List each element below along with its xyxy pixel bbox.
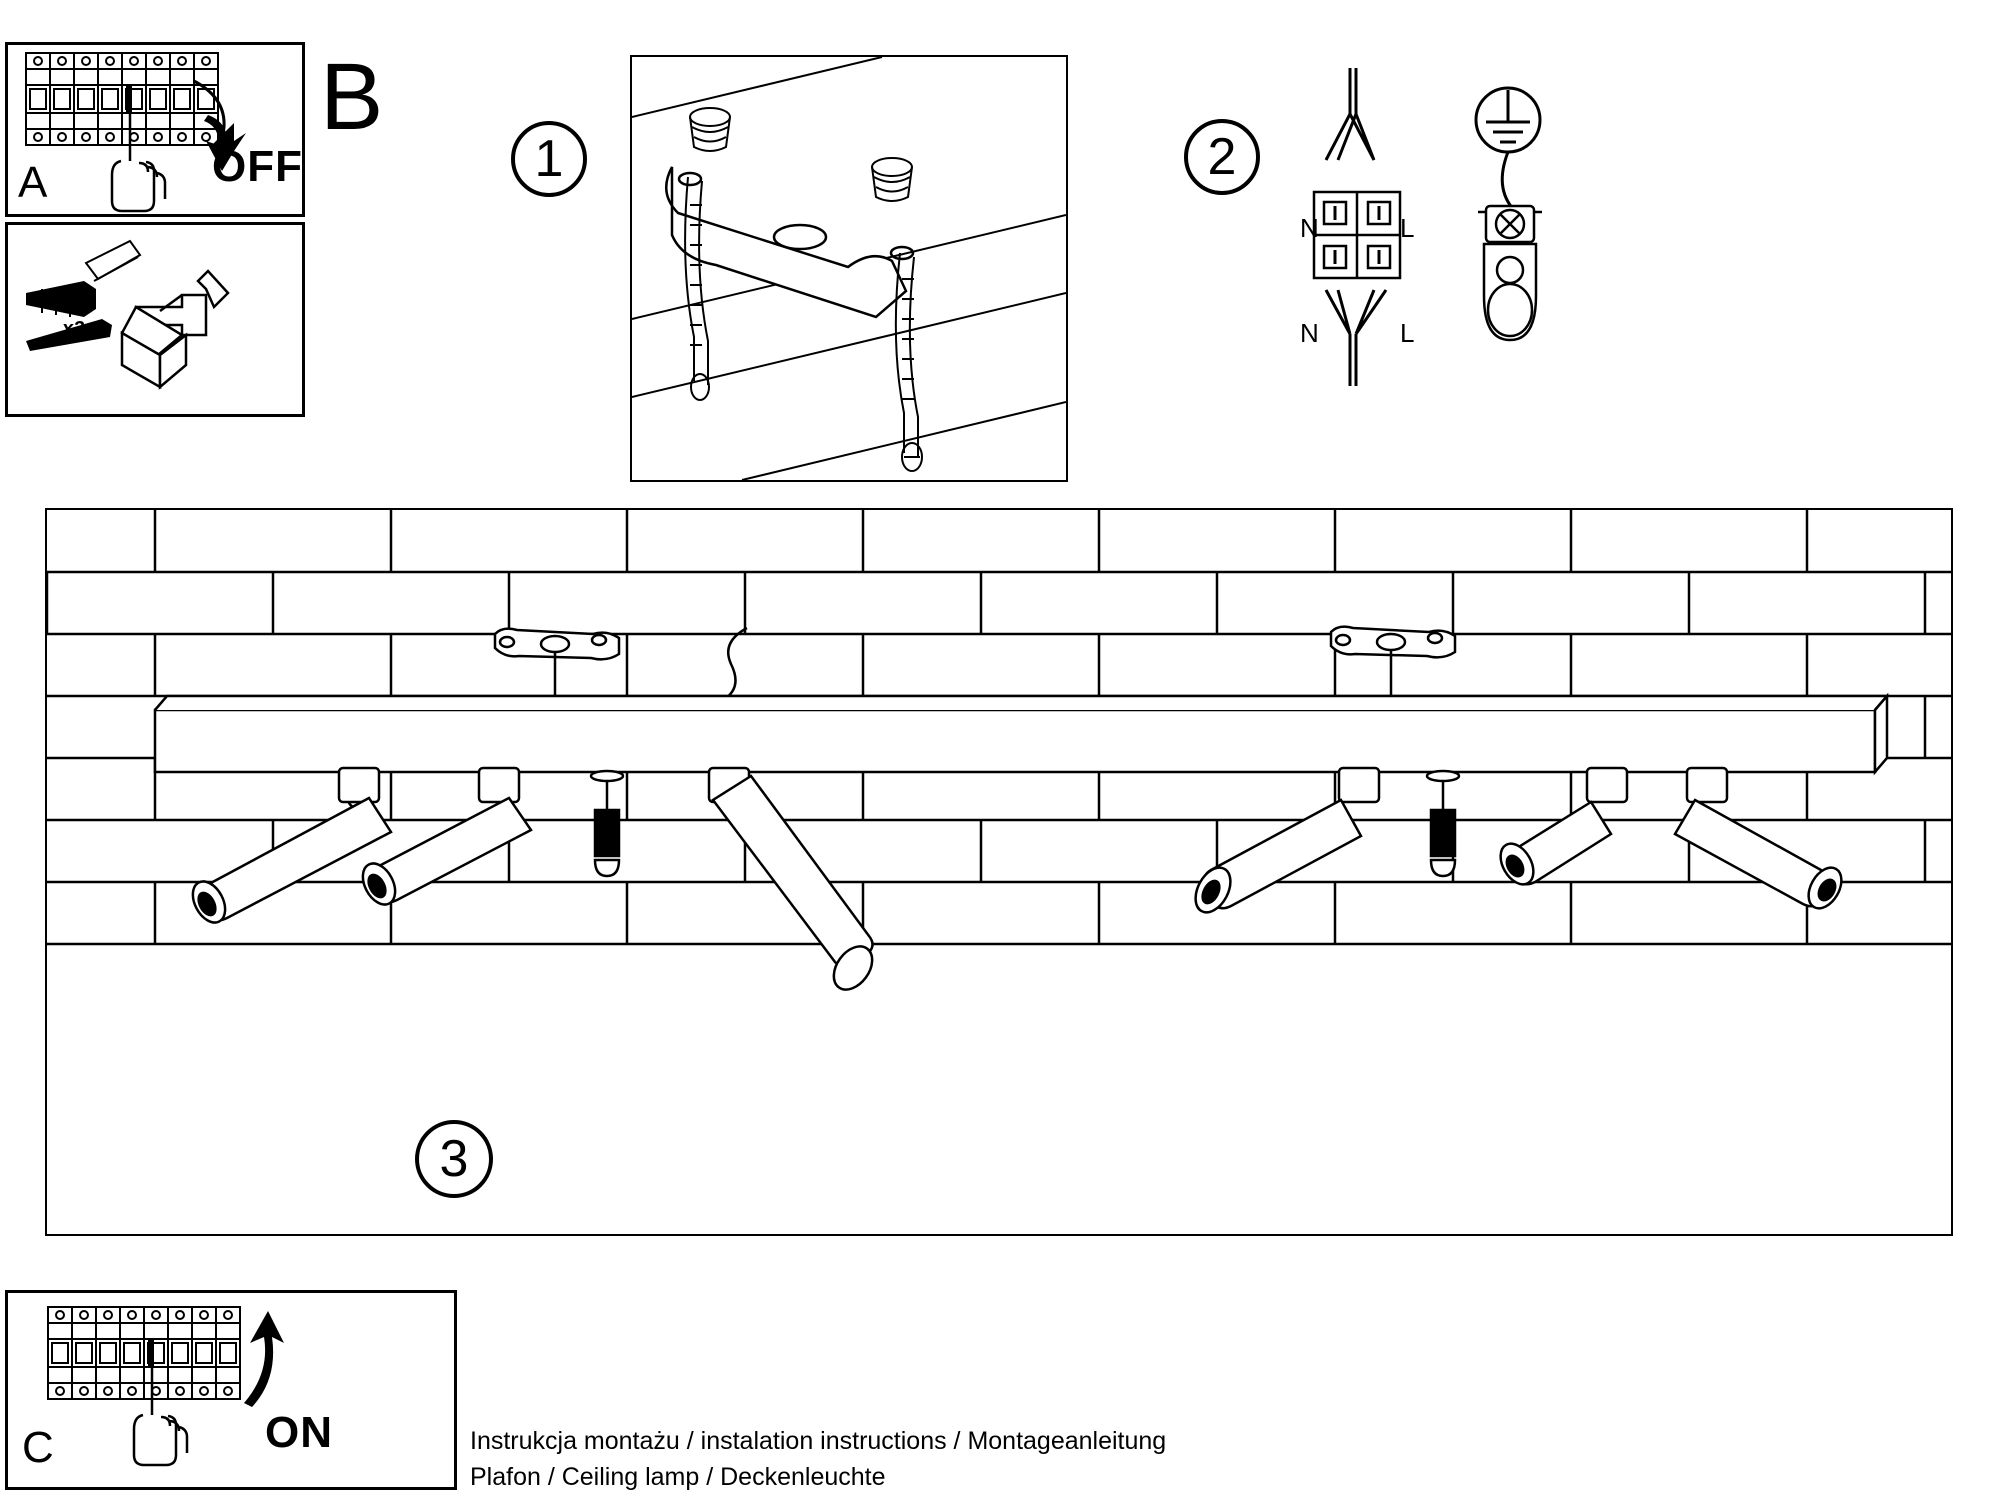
fixing-knob-icon — [591, 771, 623, 876]
footer-line-1: Instrukcja montażu / instalation instructions / Montageanleitung — [470, 1427, 1167, 1455]
step-a-action-label: OFF — [212, 142, 303, 191]
step-2-label: 2 — [1207, 128, 1237, 186]
spotlight-icon — [186, 768, 391, 928]
lamp-housing-icon — [1484, 244, 1536, 340]
footer-text — [470, 1424, 1166, 1495]
terminal-label-live-bottom: L — [1400, 318, 1415, 348]
lamp-bar-icon — [155, 696, 1887, 772]
arrow-up-curved-icon — [244, 1311, 284, 1407]
spotlight-icon — [1494, 768, 1627, 890]
tools-quantity-label: x2 — [62, 318, 85, 340]
power-drill-icon — [122, 271, 228, 387]
drill-bit-icon — [86, 241, 140, 281]
step-1-label: 1 — [534, 130, 564, 188]
wall-plug-icon — [26, 281, 96, 317]
breaker-on-illustration — [8, 1293, 454, 1487]
footer-line-2: Plafon / Ceiling lamp / Deckenleuchte — [470, 1462, 886, 1491]
terminal-label-live-top: L — [1400, 213, 1415, 243]
fixing-knob-icon — [1427, 771, 1459, 876]
step-3-badge — [415, 1120, 493, 1198]
step-b-label: B — [320, 44, 384, 150]
spotlight-icon — [1675, 768, 1848, 914]
step-3-label: 3 — [439, 1130, 469, 1188]
tools-illustration — [8, 225, 302, 414]
step-1-illustration-frame — [630, 55, 1068, 482]
wall-anchor-icon — [872, 158, 912, 201]
step-2-badge — [1184, 119, 1260, 195]
hand-pointing-icon — [112, 111, 165, 211]
step-c-label: C — [22, 1423, 54, 1472]
mounting-bracket-icon — [1331, 627, 1455, 700]
spotlight-icon — [356, 768, 531, 910]
terminal-block-icon — [1314, 192, 1400, 278]
mounting-bracket-icon — [495, 629, 619, 702]
screw-icon — [685, 177, 709, 400]
wall-anchor-icon — [690, 108, 730, 151]
hand-pointing-icon — [134, 1365, 187, 1465]
step-a-label: A — [18, 158, 48, 207]
step-c-panel — [5, 1290, 457, 1490]
step-3-illustration-frame — [45, 508, 1953, 1236]
earth-ground-icon — [1476, 88, 1540, 152]
ceiling-lamp-on-brick-wall-icon — [47, 510, 1951, 1234]
ceiling-bracket-mounting-icon — [632, 57, 1066, 480]
terminal-label-neutral-bottom: N — [1300, 318, 1319, 348]
wire-terminal-block-icon — [1290, 60, 1590, 390]
terminal-label-neutral-top: N — [1300, 213, 1319, 243]
step-1-badge — [511, 121, 587, 197]
step-c-action-label: ON — [265, 1408, 333, 1457]
tools-panel — [5, 222, 305, 417]
